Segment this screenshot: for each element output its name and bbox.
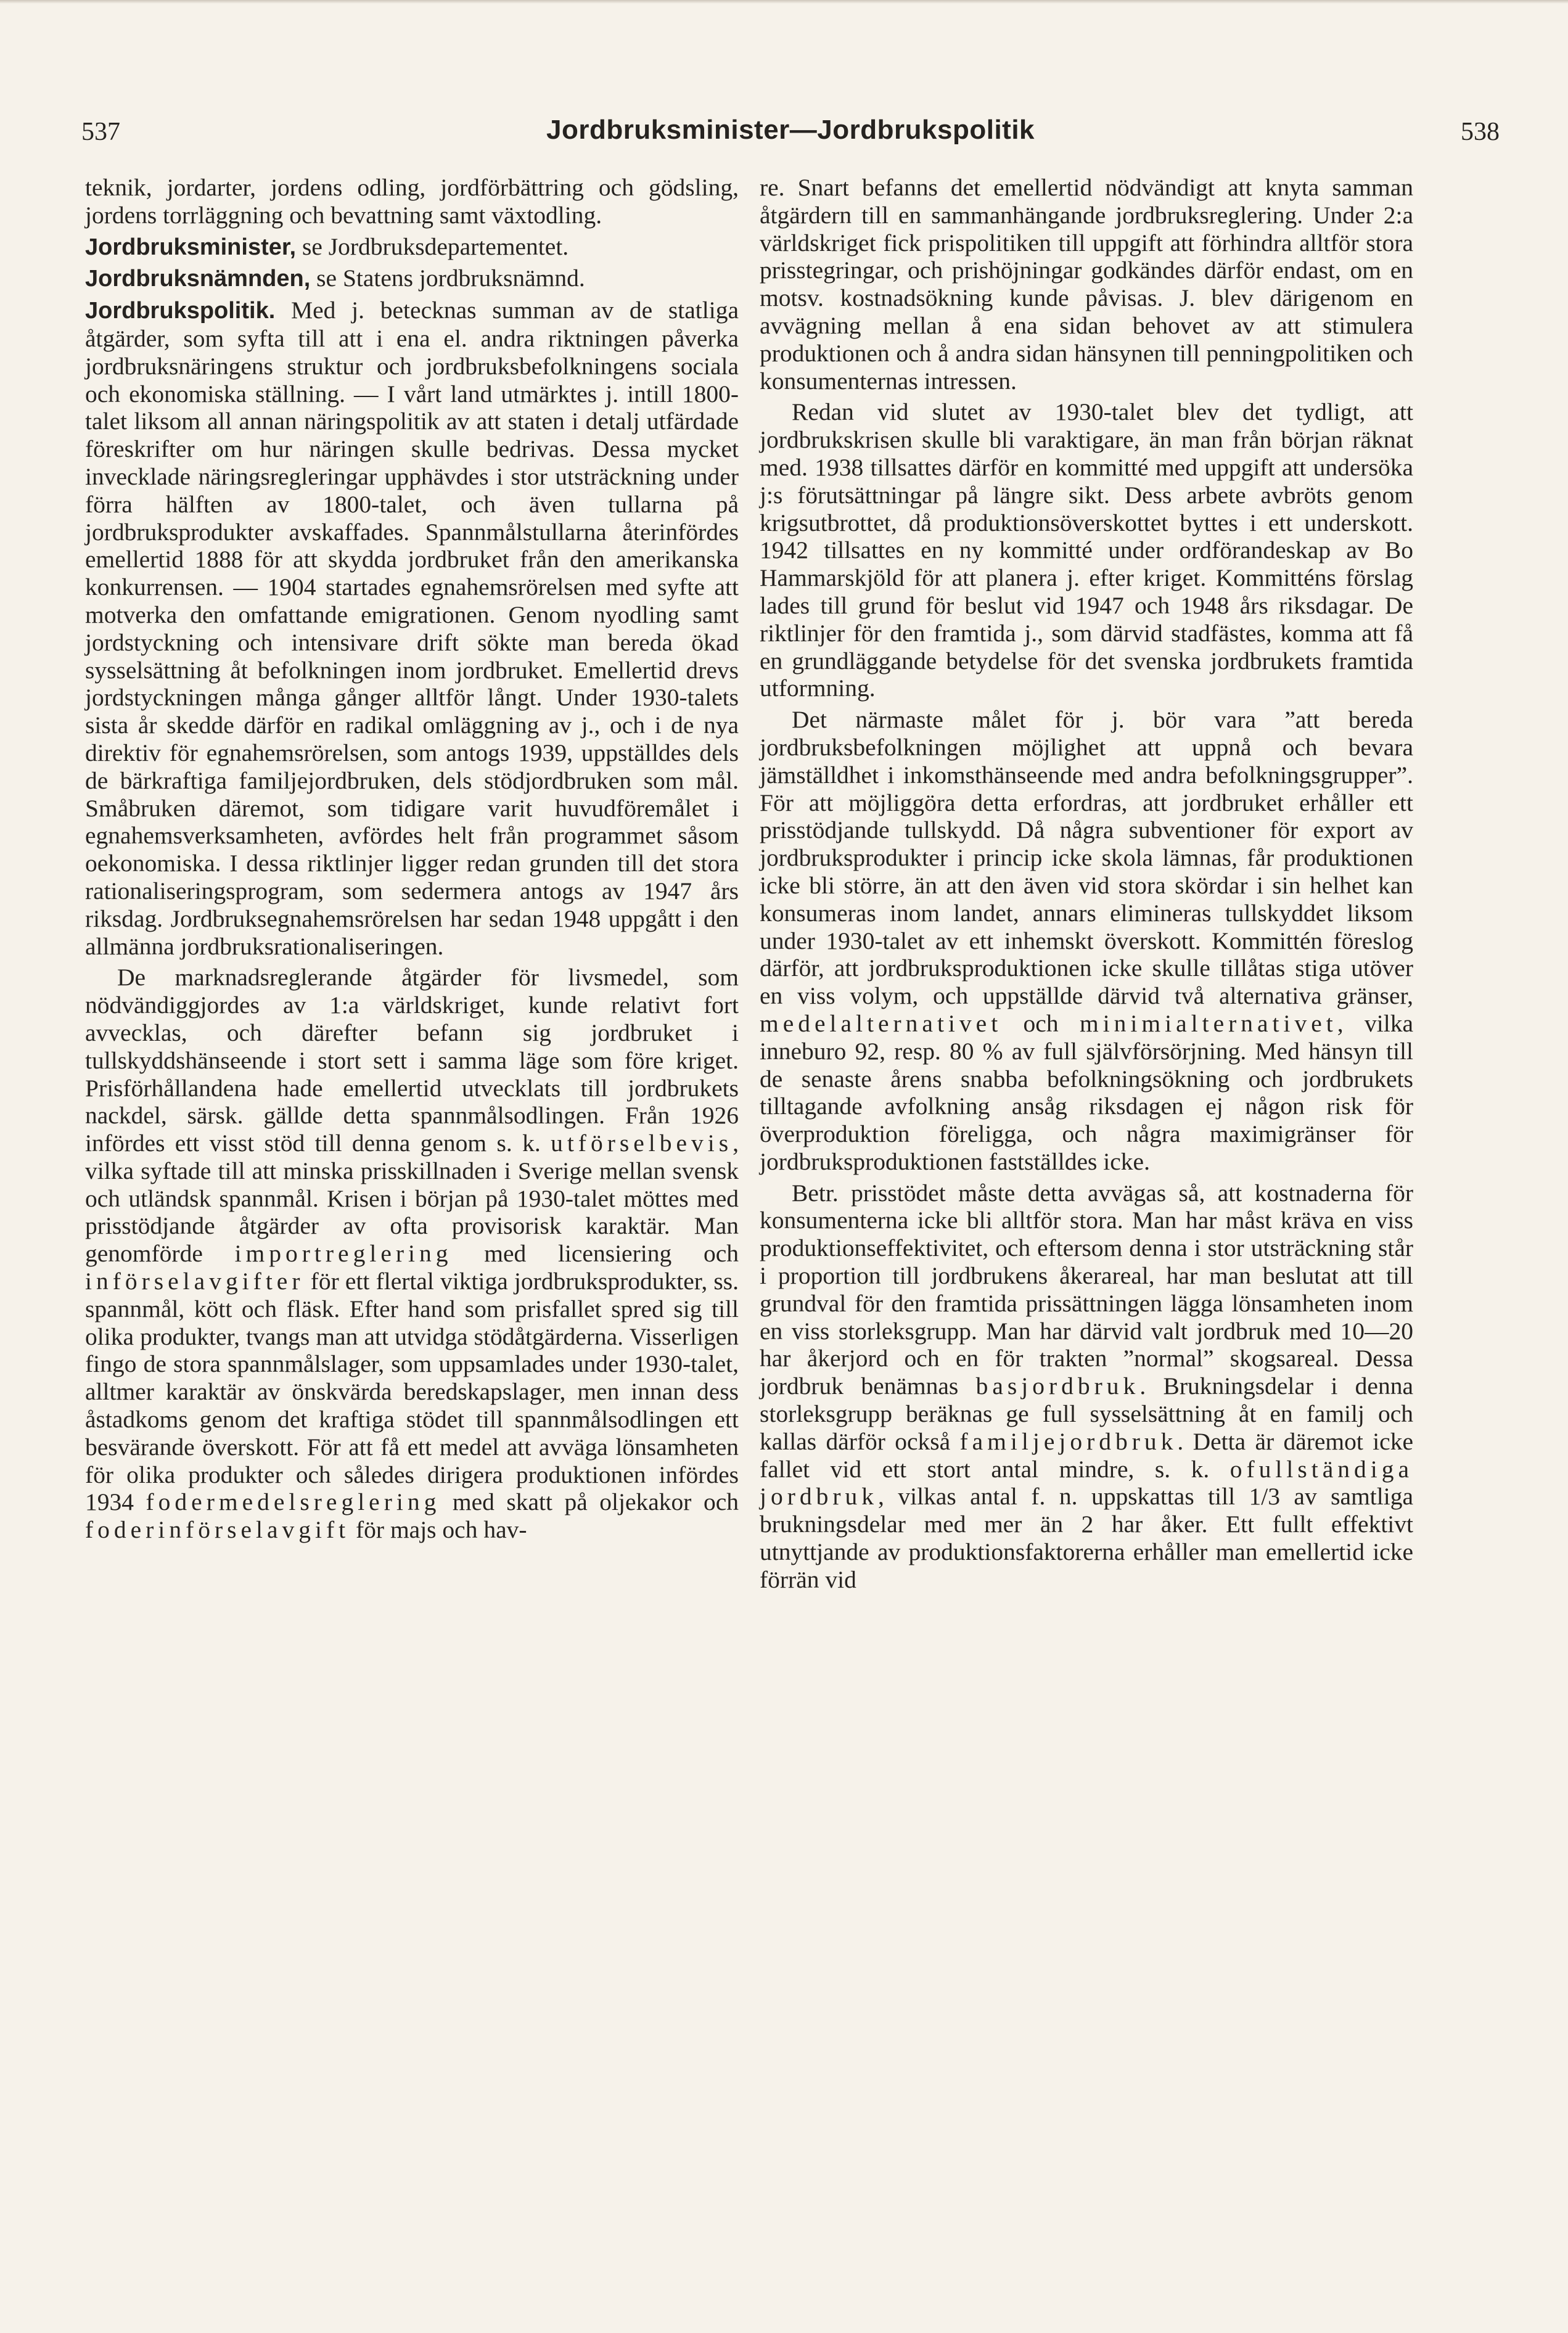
- column-left: [85, 174, 739, 1544]
- page-header: [81, 115, 1500, 158]
- spaced-term: basjordbruk: [975, 1372, 1140, 1400]
- text-run: De marknadsreglerande åtgärder för livsmedel, som nödvändiggjordes av 1:a världskriget, kunde relativt fort avvecklas, och därefter befann sig jordbruket i tullskyddshänseende i stort sett i samma läge som före kriget. Prisförhållandena hade emellertid utvecklats till jordbrukets nackdel, särsk. gällde detta spannmålsodlingen. Från 1926 infördes ett visst stöd till denna genom s. k.: [85, 964, 739, 1157]
- spaced-term: minimialternativet: [1079, 1009, 1337, 1037]
- spaced-term: foderinförselavgift: [85, 1516, 350, 1544]
- spaced-term: medelalternativet: [760, 1009, 1003, 1037]
- entry-headword: Jordbruksnämnden,: [85, 266, 311, 292]
- entry-jordbruksminister: [85, 233, 739, 261]
- spaced-term: utförselbevis: [551, 1130, 733, 1157]
- entry-text: se Statens jordbruksnämnd.: [310, 264, 585, 292]
- paragraph: [760, 1179, 1413, 1594]
- text-run: Betr. prisstödet måste detta avvägas så, att kostnaderna för konsumenterna icke bli alltför stora. Man har måst kräva en viss produktionseffektivitet, och eftersom denna i stor utsträckning står i proportion till jordbrukens åkerareal, har man beslutat att till grundval för den framtida prissättningen lägga lönsamheten inom en viss storleksgrupp. Man har därvid valt jordbruk med 10—20 har åkerjord och en för trakten ”normal” skogsareal. Dessa jordbruk benämnas: [760, 1179, 1413, 1400]
- text-run: för majs och hav-: [350, 1516, 527, 1544]
- spaced-term: ofullständiga jordbruk: [760, 1455, 1413, 1511]
- paragraph: re. Snart befanns det emellertid nödvändigt att knyta samman åtgärdern till en sammanhängande jordbruksreglering. Under 2:a världskriget fick prispolitiken till uppgift att förhindra alltför stora prisstegringar, och prishöjningar godkändes därför endast, om en motsv. kostnadsökning kunde påvisas. J. blev därigenom en avvägning mellan å ena sidan behovet av att stimulera produktionen och å andra sidan hänsynen till penningpolitiken och konsumenternas intressen.: [760, 174, 1413, 395]
- paragraph: [760, 706, 1413, 1176]
- entry-jordbruksnamnden: [85, 264, 739, 293]
- running-head: Jordbruksminister—Jordbrukspolitik: [546, 115, 1035, 145]
- text-run: Det närmaste målet för j. bör vara ”att bereda jordbruksbefolkningen möjlighet att uppnå och bevara jämställdhet i inkomsthänseende med andra befolkningsgrupper”. För att möjliggöra detta erfordras, att jordbruket erhåller ett prisstödjande tullskydd. Då några subventioner för export av jordbruksprodukter i princip icke skola lämnas, får produktionen icke bli större, än att den även vid stora skördar i sin helhet kan konsumeras inom landet, annars elimineras tullskyddet liksom under 1930-talet av ett inhemskt överskott. Kommittén föreslog därför, att jordbruksproduktionen icke skulle tillåtas stiga utöver en viss volym, och uppställde därvid två alternativa gränser,: [760, 706, 1413, 1010]
- text-run: med licensiering och: [452, 1240, 739, 1268]
- entry-headword: Jordbruksminister,: [85, 234, 297, 260]
- column-right: [760, 174, 1413, 1594]
- scan-edge: [0, 0, 1568, 4]
- page-number-right: 538: [1461, 118, 1500, 146]
- spaced-term: fodermedelsreglering: [146, 1488, 441, 1516]
- spaced-term: importreglering: [234, 1240, 453, 1268]
- text-run: . Detta är däremot icke fallet vid ett stort antal mindre, s. k.: [760, 1427, 1413, 1483]
- paragraph: Redan vid slutet av 1930-talet blev det tydligt, att jordbrukskrisen skulle bli varaktigare, än man från början räknat med. 1938 tillsattes därför en kommitté med uppgift att undersöka j:s förutsättningar på längre sikt. Dess arbete avbröts genom krigsutbrottet, då produktionsöverskottet byttes i ett underskott. 1942 tillsattes en ny kommitté under ordförandeskap av Bo Hammarskjöld för att planera j. efter kriget. Kommitténs förslag lades till grund för beslut vid 1947 och 1948 års riksdagar. De riktlinjer för den framtida j., som därvid stadfästes, komma att få en grundläggande betydelse för det svenska jordbrukets framtida utformning.: [760, 398, 1413, 702]
- text-run: , vilka inneburo 92, resp. 80 % av full självförsörjning. Med hänsyn till de senaste årens snabba befolkningsökning och jordbrukets tilltagande avfolkning ansåg riksdagen ej någon risk för överproduktion föreligga, och några maximigränser för jordbruksproduktionen fastställdes icke.: [760, 1009, 1413, 1175]
- entry-jordbrukspolitik: [85, 297, 739, 960]
- paragraph: teknik, jordarter, jordens odling, jordförbättring och gödsling, jordens torrläggning och bevattning samt växtodling.: [85, 174, 739, 229]
- entry-text: se Jordbruksdepartementet.: [296, 232, 569, 260]
- text-run: och: [1002, 1009, 1080, 1037]
- entry-text: Med j. betecknas summan av de statliga åtgärder, som syfta till att i ena el. andra riktningen påverka jordbruksnäringens struktur och jordbruksbefolkningens sociala och ekonomiska ställning. — I vårt land utmärktes j. intill 1800-talet liksom all annan näringspolitik av att staten i detalj utfärdade föreskrifter om hur näringen skulle bedrivas. Dessa mycket invecklade näringsregleringar upphävdes i stor utsträckning under förra hälften av 1800-talet, och även tullarna på jordbruksprodukter avskaffades. Spannmålstullarna återinfördes emellertid 1888 för att skydda jordbruket från den amerikanska konkurrensen. — 1904 startades egnahemsrörelsen med syfte att motverka den omfattande emigrationen. Genom nyodling samt jordstyckning och intensivare drift sökte man bereda ökad sysselsättning åt befolkningen inom jordbruket. Emellertid drevs jordstyckningen många gånger alltför långt. Under 1930-talets sista år skedde därför en radikal omläggning av j., och i de nya direktiv för egnahemsrörelsen, som antogs 1939, uppställdes dels de bärkraftiga familjejordbruken, dels stödjordbruken som mål. Småbruken däremot, som tidigare varit huvudföremålet i egnahemsverksamheten, avfördes helt från programmet såsom oekonomiska. I dessa riktlinjer ligger redan grunden till det stora rationaliseringsprogram, som sedermera antogs av 1947 års riksdag. Jordbruksegnahemsrörelsen har sedan 1948 uppgått i den allmänna jordbruksrationaliseringen.: [85, 297, 739, 960]
- text-run: med skatt på oljekakor och: [440, 1488, 739, 1516]
- text-run: , vilka syftade till att minska prisskillnaden i Sverige mellan svensk och utländsk spannmål. Krisen i början på 1930-talet möttes med prisstödjande åtgärder av ofta provisorisk karaktär. Man genomförde: [85, 1130, 739, 1268]
- text-run: . Brukningsdelar i denna storleksgrupp beräknas ge full sysselsättning åt en familj och kallas därför också: [760, 1372, 1413, 1455]
- paragraph: [85, 964, 739, 1544]
- text-run: för ett flertal viktiga jordbruksprodukter, ss. spannmål, kött och fläsk. Efter hand som prisfallet spred sig till olika produkter, tvangs man att utvidga stödåtgärderna. Visserligen fingo de stora spannmålslager, som uppsamlades under 1930-talet, alltmer karaktär av önskvärda beredskapslager, men innan dess åstadkoms genom det kraftiga stödet till spannmålsodlingen ett besvärande överskott. För att få ett medel att avväga lönsamheten för olika produkter och således dirigera produktionen infördes 1934: [85, 1268, 739, 1516]
- text-run: , vilkas antal f. n. uppskattas till 1/3 av samtliga brukningsdelar med mer än 2 har åker. Ett fullt effektivt utnyttjande av produktionsfaktorerna erhåller man emellertid icke förrän vid: [760, 1483, 1413, 1593]
- spaced-term: införselavgifter: [85, 1268, 305, 1295]
- page-number-left: 537: [81, 118, 120, 146]
- spaced-term: familjejordbruk: [959, 1427, 1178, 1455]
- entry-headword: Jordbrukspolitik.: [85, 298, 276, 324]
